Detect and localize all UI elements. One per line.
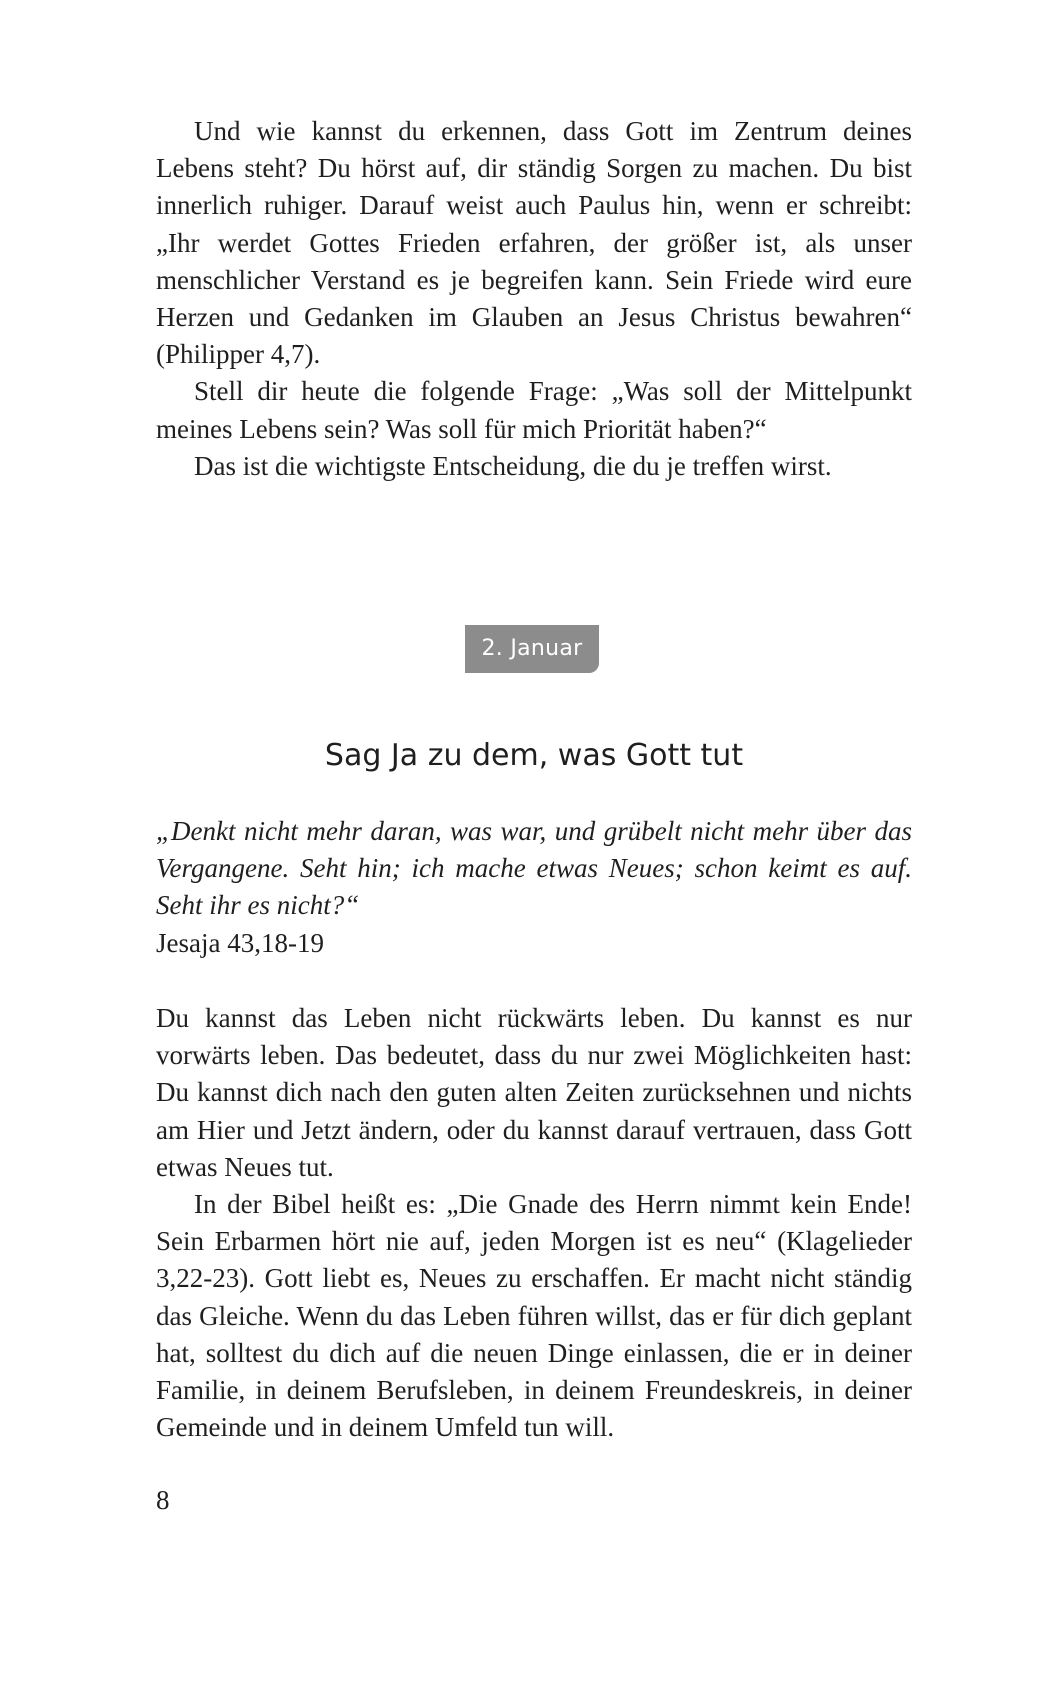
- bible-reference: Jesaja 43,18-19: [156, 928, 324, 958]
- bible-quote: „Denkt nicht mehr daran, was war, und grübelt nicht mehr über das Vergangene. Seht hin; ich mache etwas Neues; schon keimt es auf. Seht ihr es nicht?“: [156, 816, 912, 921]
- date-badge: 2. Januar: [465, 625, 599, 673]
- paragraph: Stell dir heute die folgende Frage: „Was soll der Mittelpunkt meines Lebens sein? Was soll für mich Priorität haben?“: [156, 376, 912, 444]
- paragraph: In der Bibel heißt es: „Die Gnade des Herrn nimmt kein Ende! Sein Erbarmen hört nie auf, jeden Morgen ist es neu“ (Klagelieder 3,22-23). Gott liebt es, Neues zu erschaffen. Er macht nicht ständig das Gleiche. Wenn du das Leben führen willst, das er für dich geplant hat, solltest du dich auf die neuen Dinge einlassen, die er in deiner Familie, in deinem Berufsleben, in deinem Freundeskreis, in deiner Gemeinde und in deinem Umfeld tun will.: [156, 1189, 912, 1443]
- devotional-title: Sag Ja zu dem, was Gott tut: [324, 738, 744, 773]
- paragraph: Du kannst das Leben nicht rückwärts leben. Du kannst es nur vorwärts leben. Das bedeutet, dass du nur zwei Möglichkeiten hast: Du kannst dich nach den guten alten Zeiten zurücksehnen und nichts am Hier und Jetzt ändern, oder du kannst darauf vertrauen, dass Gott etwas Neues tut.: [156, 1003, 912, 1182]
- paragraph: Das ist die wichtigste Entscheidung, die du je treffen wirst.: [194, 450, 832, 481]
- previous-devotional-text: [156, 113, 912, 485]
- page-number: 8: [156, 1485, 170, 1515]
- paragraph: Und wie kannst du erkennen, dass Gott im Zentrum deines Lebens steht? Du hörst auf, dir ständig Sorgen zu machen. Du bist innerlich ruhiger. Darauf weist auch Paulus hin, wenn er schreibt: „Ihr werdet Gottes Frieden erfahren, der größer ist, als unser menschlicher Verstand es je begreifen kann. Sein Friede wird eure Herzen und Gedanken im Glauben an Jesus Christus bewahren“ (Philipper 4,7).: [156, 116, 912, 370]
- devotional-body: [156, 1000, 912, 1446]
